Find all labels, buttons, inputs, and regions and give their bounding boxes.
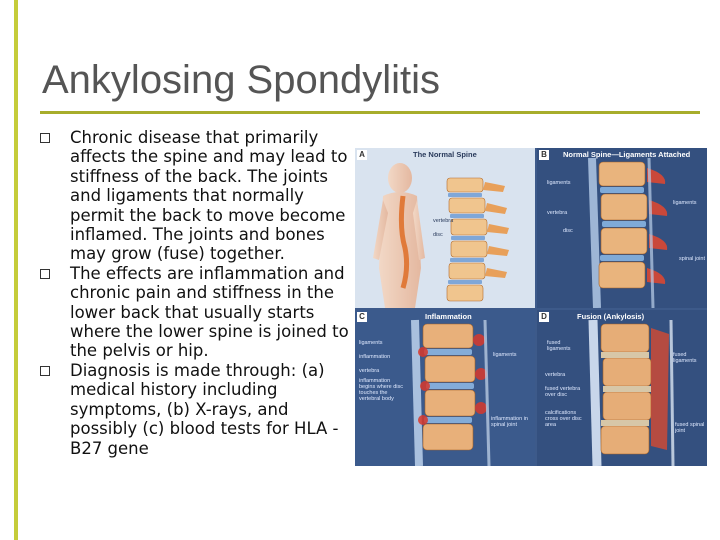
panel-label: fused ligaments [673, 352, 697, 364]
panel-label: inflammation [359, 354, 391, 360]
left-accent-bar [14, 0, 18, 540]
panel-label: spinal joint [679, 256, 705, 262]
bullet-list [38, 128, 356, 458]
panel-label: ligaments [493, 352, 517, 358]
square-bullet-icon [40, 133, 50, 143]
panel-tag: B [539, 150, 549, 160]
panel-tag: D [539, 312, 549, 322]
panel-fusion [537, 310, 707, 466]
panel-tag: C [357, 312, 367, 322]
panel-label: fused vertebra over disc [545, 386, 581, 398]
slide-title: Ankylosing Spondylitis [42, 58, 440, 102]
panel-label: vertebra [547, 210, 568, 216]
panel-label: vertebra [545, 372, 566, 378]
panel-label: disc [563, 228, 573, 234]
panel-ligaments-attached [537, 148, 707, 308]
panel-label: vertebra [433, 218, 454, 224]
bullet-text: The effects are inflammation and chronic pain and stiffness in the lower back that usually starts where the lower spine is joined to the pelvis or hip. [70, 263, 349, 361]
normal-spine-illustration [355, 148, 535, 308]
panel-title: Fusion (Ankylosis) [577, 312, 645, 321]
bullet-item [38, 361, 356, 458]
panel-label: inflammation begins where disc touches the vertebral body [359, 378, 404, 402]
panel-label: ligaments [359, 340, 383, 346]
panel-label: calcifications cross over disc area [545, 410, 582, 428]
title-underline [40, 111, 700, 114]
panel-label: inflammation in spinal joint [491, 416, 528, 428]
panel-title: Normal Spine—Ligaments Attached [563, 150, 691, 159]
panel-label: ligaments [673, 200, 697, 206]
panel-label: vertebra [359, 368, 380, 374]
panel-label: ligaments [547, 180, 571, 186]
panel-label: fused spinal joint [675, 422, 705, 434]
panel-tag: A [357, 150, 367, 160]
panel-title: Inflammation [425, 312, 472, 321]
panel-label: disc [433, 232, 443, 238]
panel-normal-spine [355, 148, 535, 308]
panel-inflammation [355, 310, 535, 466]
square-bullet-icon [40, 269, 50, 279]
bullet-text: Diagnosis is made through: (a) medical history including symptoms, (b) X-rays, and possibly (c) blood tests for HLA -B27 gene [70, 360, 339, 458]
spine-illustration-figure [355, 148, 707, 466]
panel-label: fused ligaments [547, 340, 571, 352]
bullet-item [38, 128, 356, 264]
panel-title: The Normal Spine [413, 150, 477, 159]
square-bullet-icon [40, 366, 50, 376]
bullet-item [38, 264, 356, 361]
bullet-text: Chronic disease that primarily affects the spine and may lead to stiffness of the back. The joints and ligaments that normally permit the back to move become inflamed. The joints and bones may grow (fuse) together. [70, 128, 348, 264]
